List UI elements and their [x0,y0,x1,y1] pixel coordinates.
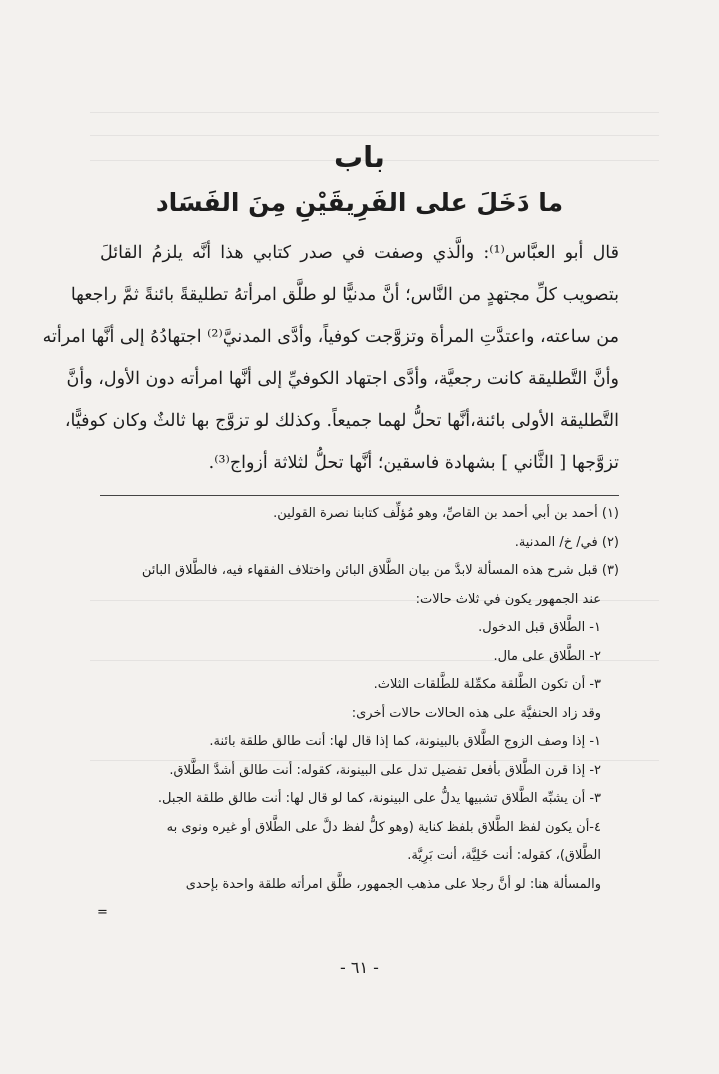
bleed-through-line [90,112,659,113]
footnotes [95,500,619,928]
footnote-line: ٣- أن يشبِّه الطَّلاق تشبيها يدلُّ على البينونة، كما لو قال لها: أنت طالق طلقة الجبل. [157,791,601,806]
footnote: (٣) قبل شرح هذه المسألة لابدَّ من بيان الطَّلاق البائن واختلاف الفقهاء فيه، فالطَّلاق البائن [141,563,619,578]
continuation-mark: = [97,905,108,920]
footnote-line: ١- إذا وصف الزوج الطَّلاق بالبينونة، كما إذا قال لها: أنت طالق طلقة بائنة. [209,734,601,749]
footnote-line: ١- الطَّلاق قبل الدخول. [478,620,601,635]
footnote-line: وقد زاد الحنفيَّة على هذه الحالات حالات أخرى: [351,705,601,721]
footnote: (٢) في/ خ/ المدنية. [514,534,619,550]
text-line: التَّطليقة الأولى بائنة،أنَّها تحلُّ لهما جميعاً. وكذلك لو تزوَّج بها ثالثٌ وكان كوفيًّا، [64,411,619,431]
text-line: قال أبو العبَّاس⁽¹⁾: والَّذي وصفت في صدر كتابي هذا أنَّه يلزمُ القائلَ [100,243,619,263]
text-line: من ساعته، واعتدَّتِ المرأة وتزوَّجت كوفياً، وأدَّى المدنيَّ⁽²⁾ اجتهادُهُ إلى أنَّها امرأته [42,327,619,347]
chapter-subtitle: ما دَخَلَ على الفَرِيقَيْنِ مِنَ الفَسَاد [155,188,564,217]
footnote: (١) أحمد بن أبي أحمد بن القاصِّ، وهو مُؤلِّف كتابنا نصرة القولين. [273,506,619,521]
text-line: بتصويب كلِّ مجتهدٍ من النَّاس؛ أنَّ مدنيًّا لو طلَّق امرأتهُ تطليقةً بائنةً ثمَّ راجعها [70,285,619,305]
footnote-line: ٣- أن تكون الطَّلقة مكمِّلة للطَّلقات الثلاث. [373,677,601,692]
footnote-line: ٢- إذا قرن الطَّلاق بأفعل تفضيل تدل على البينونة، كقوله: أنت طالق أشدَّ الطَّلاق. [169,762,601,778]
text-line: تزوَّجها [ الثَّاني ] بشهادة فاسقين؛ أنَّها تحلُّ لثلاثة أزواج⁽³⁾. [208,453,619,473]
footnote-divider [100,495,619,496]
footnote-line: والمسألة هنا: لو أنَّ رجلا على مذهب الجمهور، طلَّق امرأته طلقة واحدة بإحدى [185,876,601,892]
main-text [42,232,619,484]
footnote-line: عند الجمهور يكون في ثلاث حالات: [415,591,601,607]
chapter-title: باب [334,140,385,174]
page-number: - ٦١ - [340,958,379,977]
footnote-line: الطَّلاق)، كقوله: أنت خَلِيَّة، أنت بَرِيَّة. [407,848,601,863]
bleed-through-line [90,135,659,136]
text-line: وأنَّ التَّطليقة كانت رجعيَّة، وأدَّى اجتهاد الكوفيِّ إلى أنَّها امرأته دون الأول، وأنَّ [66,369,619,389]
footnote-line: ٤-أن يكون لفظ الطَّلاق بلفظ كناية (وهو كلُّ لفظ دلَّ على الطَّلاق أو غيره ونوى به [166,819,601,835]
footnote-line: ٢- الطَّلاق على مال. [493,648,601,664]
